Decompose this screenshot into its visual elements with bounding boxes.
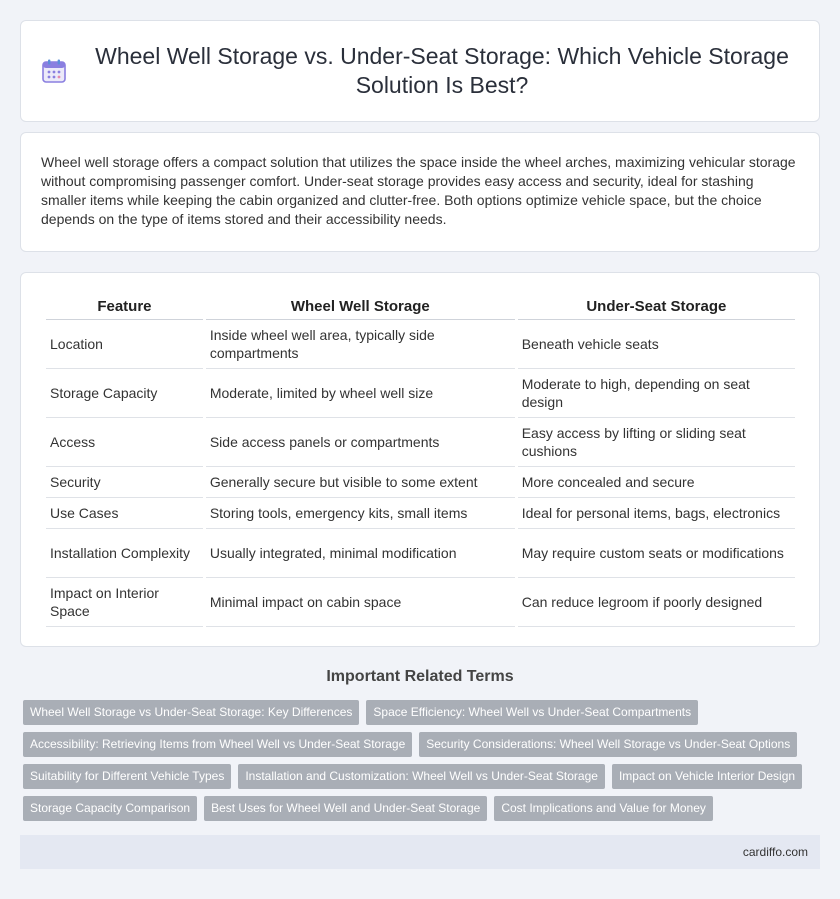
wheel-well-cell: Generally secure but visible to some extent [206, 467, 515, 498]
header-under-seat: Under-Seat Storage [518, 291, 795, 320]
footer [20, 835, 820, 869]
table-row [46, 578, 795, 627]
feature-cell: Security [46, 467, 203, 498]
intro-card [20, 132, 820, 252]
related-term-tag[interactable]: Storage Capacity Comparison [23, 796, 197, 821]
feature-cell: Use Cases [46, 498, 203, 529]
related-term-tag[interactable]: Space Efficiency: Wheel Well vs Under-Seat Compartments [366, 700, 698, 725]
table-row [46, 369, 795, 418]
table-row [46, 529, 795, 578]
feature-cell: Installation Complexity [46, 529, 203, 578]
related-term-tag[interactable]: Installation and Customization: Wheel Well vs Under-Seat Storage [238, 764, 605, 789]
under-seat-cell: Can reduce legroom if poorly designed [518, 578, 795, 627]
under-seat-cell: Moderate to high, depending on seat design [518, 369, 795, 418]
wheel-well-cell: Usually integrated, minimal modification [206, 529, 515, 578]
wheel-well-cell: Storing tools, emergency kits, small items [206, 498, 515, 529]
calendar-icon [41, 58, 67, 84]
footer-site-link[interactable]: cardiffo.com [742, 845, 808, 859]
under-seat-cell: More concealed and secure [518, 467, 795, 498]
table-row [46, 418, 795, 467]
related-term-tag[interactable]: Wheel Well Storage vs Under-Seat Storage: Key Differences [23, 700, 359, 725]
feature-cell: Access [46, 418, 203, 467]
intro-paragraph: Wheel well storage offers a compact solution that utilizes the space inside the wheel arches, maximizing vehicular storage without compromising passenger comfort. Under-seat storage provides easy access and security, ideal for stashing smaller items while keeping the cabin organized and clutter-free. Both options optimize vehicle space, but the choice depends on the type of items stored and their accessibility needs. [41, 154, 796, 227]
table-row [46, 467, 795, 498]
wheel-well-cell: Minimal impact on cabin space [206, 578, 515, 627]
under-seat-cell: May require custom seats or modifications [518, 529, 795, 578]
table-row [46, 498, 795, 529]
header-feature: Feature [46, 291, 203, 320]
under-seat-cell: Beneath vehicle seats [518, 320, 795, 369]
page-title: Wheel Well Storage vs. Under-Seat Storage: Which Vehicle Storage Solution Is Best? [95, 43, 789, 98]
under-seat-cell: Easy access by lifting or sliding seat cushions [518, 418, 795, 467]
related-term-tag[interactable]: Security Considerations: Wheel Well Storage vs Under-Seat Options [419, 732, 797, 757]
wheel-well-cell: Moderate, limited by wheel well size [206, 369, 515, 418]
related-term-tag[interactable]: Best Uses for Wheel Well and Under-Seat Storage [204, 796, 487, 821]
header-card [20, 20, 820, 122]
feature-cell: Impact on Interior Space [46, 578, 203, 627]
related-term-tag[interactable]: Cost Implications and Value for Money [494, 796, 713, 821]
feature-cell: Storage Capacity [46, 369, 203, 418]
under-seat-cell: Ideal for personal items, bags, electronics [518, 498, 795, 529]
wheel-well-cell: Inside wheel well area, typically side compartments [206, 320, 515, 369]
feature-cell: Location [46, 320, 203, 369]
related-terms-list [23, 700, 823, 828]
related-term-tag[interactable]: Suitability for Different Vehicle Types [23, 764, 231, 789]
related-terms-title: Important Related Terms [326, 668, 514, 685]
related-term-tag[interactable]: Impact on Vehicle Interior Design [612, 764, 802, 789]
wheel-well-cell: Side access panels or compartments [206, 418, 515, 467]
comparison-table-card [20, 272, 820, 647]
comparison-table [43, 291, 798, 627]
table-row [46, 320, 795, 369]
related-term-tag[interactable]: Accessibility: Retrieving Items from Wheel Well vs Under-Seat Storage [23, 732, 412, 757]
header-wheel-well: Wheel Well Storage [206, 291, 515, 320]
table-header-row [46, 291, 795, 320]
